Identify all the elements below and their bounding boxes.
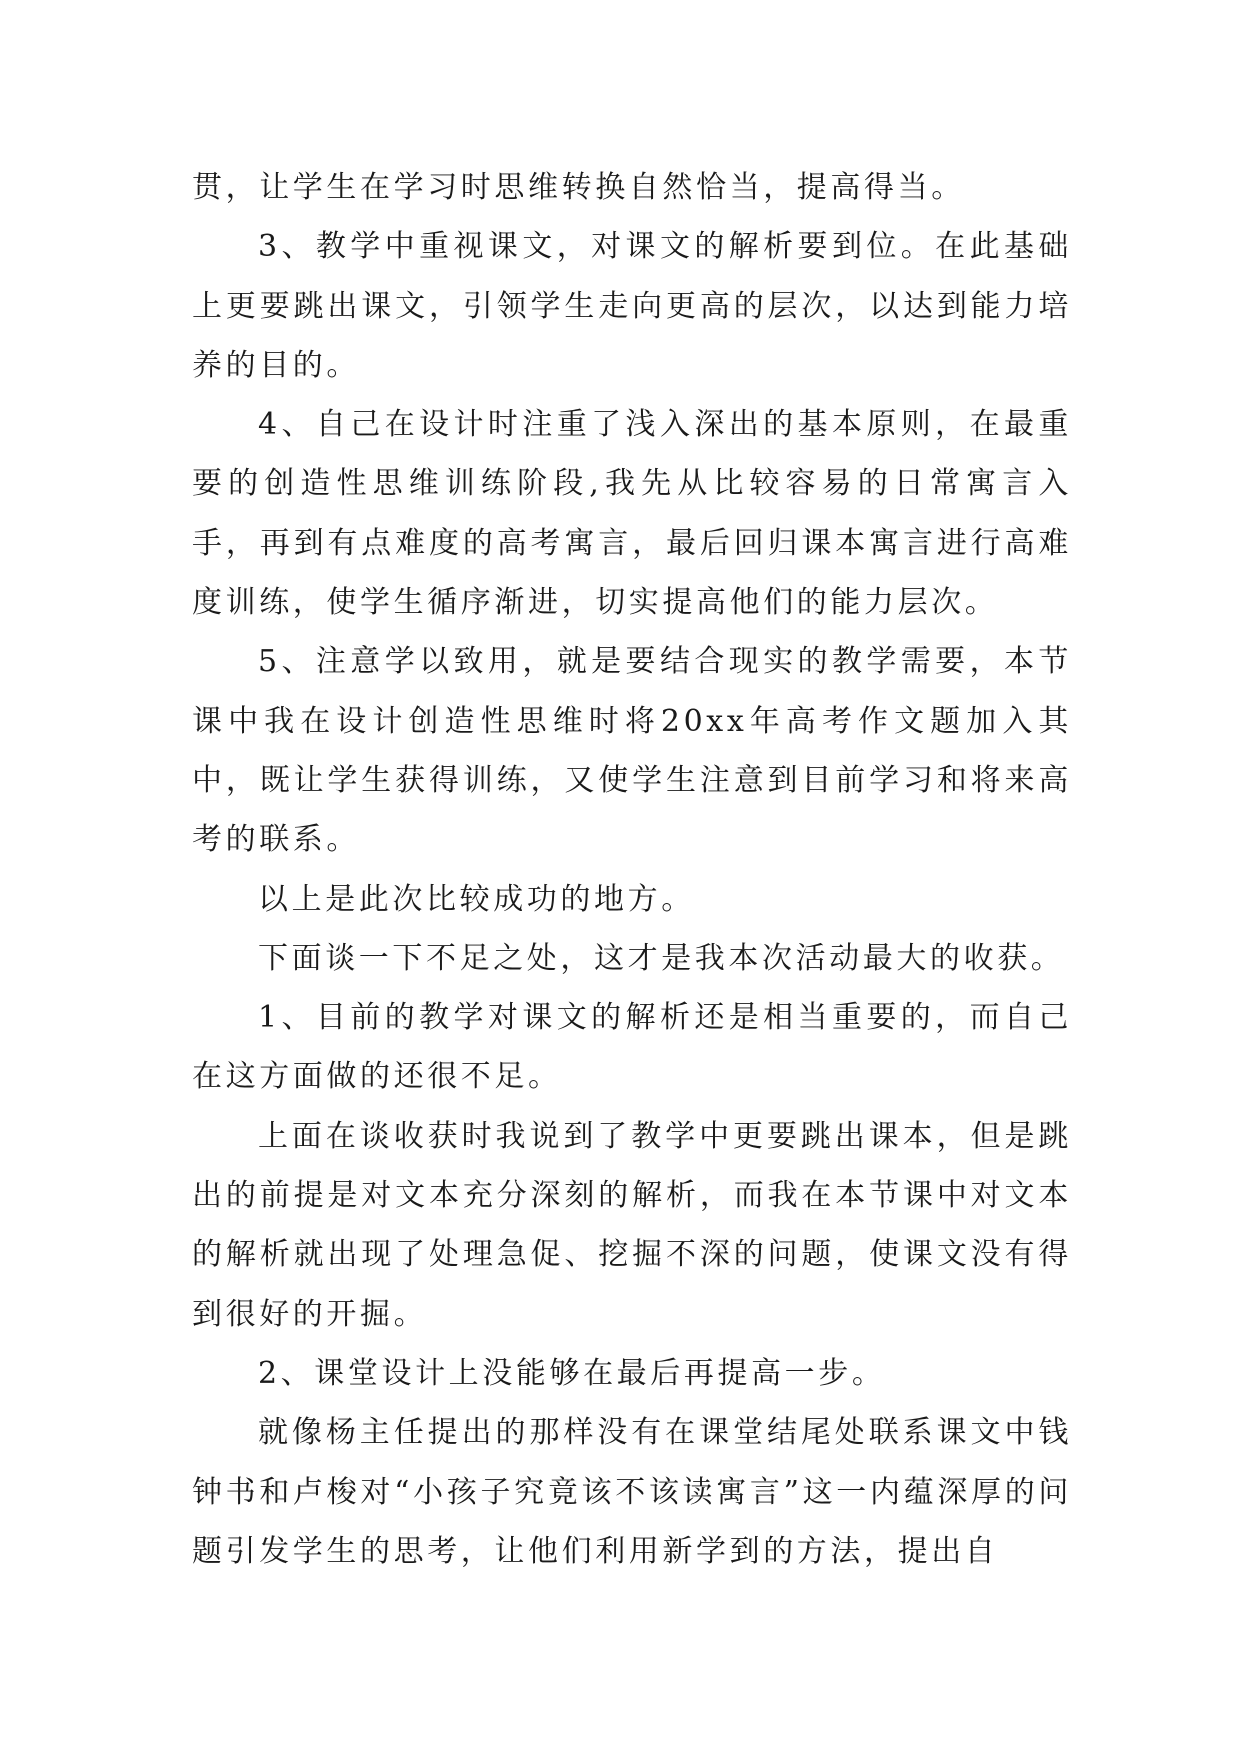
- paragraph-shortcomings-intro: 下面谈一下不足之处，这才是我本次活动最大的收获。: [258, 940, 1065, 976]
- paragraph-shortcoming-1-detail: 上面在谈收获时我说到了教学中更要跳出课本，但是跳出的前提是对文本充分深刻的解析，而我在本节课中对文本的解析就出现了处理急促、挖掘不深的问题，使课文没有得到很好的开掘。: [192, 1118, 1072, 1332]
- paragraph-point-5: 5、注意学以致用，就是要结合现实的教学需要，本节课中我在设计创造性思维时将20xx年高考作文题加入其中，既让学生获得训练，又使学生注意到目前学习和将来高考的联系。: [192, 644, 1072, 858]
- document-body: [192, 158, 1072, 1581]
- paragraph-point-4: 4、自己在设计时注重了浅入深出的基本原则，在最重要的创造性思维训练阶段,我先从比较容易的日常寓言入手，再到有点难度的高考寓言，最后回归课本寓言进行高难度训练，使学生循序渐进，切实提高他们的能力层次。: [192, 407, 1072, 621]
- paragraph-shortcoming-2: 2、课堂设计上没能够在最后再提高一步。: [258, 1355, 886, 1391]
- paragraph-shortcoming-2-detail: 就像杨主任提出的那样没有在课堂结尾处联系课文中钱钟书和卢梭对“小孩子究竟该不该读寓言”这一内蕴深厚的问题引发学生的思考，让他们利用新学到的方法，提出自: [192, 1415, 1072, 1569]
- paragraph-summary: 以上是此次比较成功的地方。: [258, 881, 695, 917]
- paragraph-point-3: 3、教学中重视课文，对课文的解析要到位。在此基础上更要跳出课文，引领学生走向更高的层次，以达到能力培养的目的。: [192, 229, 1072, 383]
- paragraph-continuation: 贯，让学生在学习时思维转换自然恰当，提高得当。: [192, 170, 965, 205]
- paragraph-shortcoming-1: 1、目前的教学对课文的解析还是相当重要的，而自己在这方面做的还很不足。: [192, 1000, 1072, 1095]
